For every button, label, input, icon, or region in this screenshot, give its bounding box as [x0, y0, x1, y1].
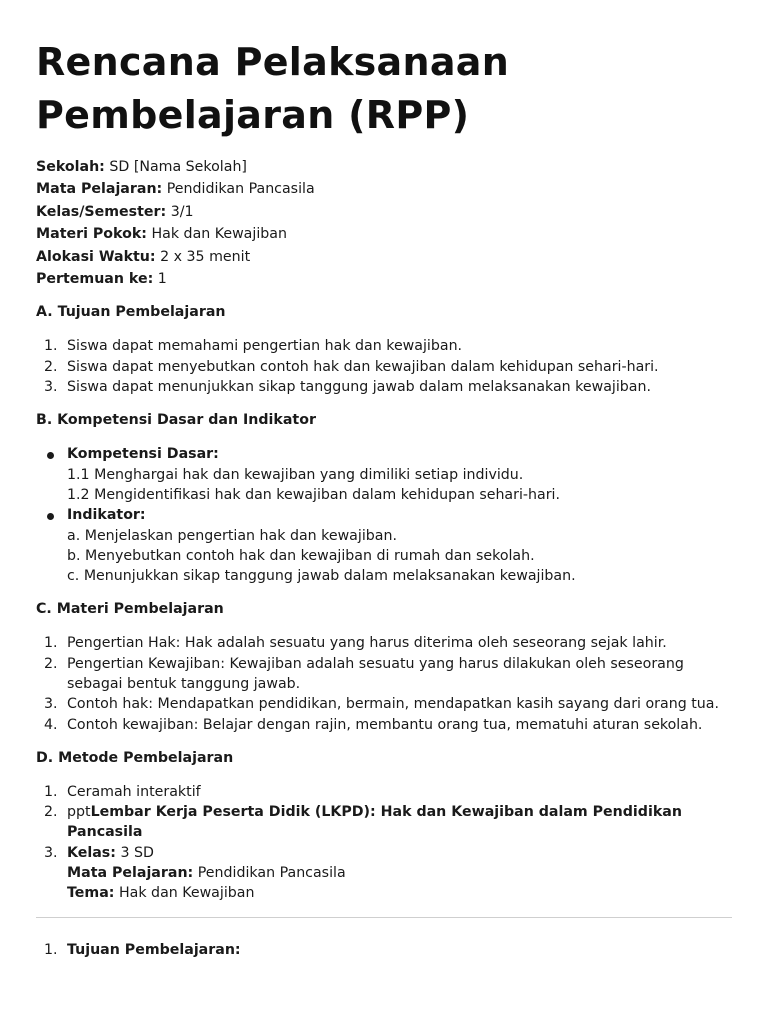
list-item: [36, 782, 732, 802]
list-item: [36, 802, 732, 843]
list-item-text: Contoh kewajiban: Belajar dengan rajin, membantu orang tua, mematuhi aturan sekolah.: [67, 716, 703, 733]
lkpd-meta-row: [67, 843, 732, 863]
lkpd-meta-value: 3 SD: [120, 844, 154, 861]
list-item: [36, 357, 732, 377]
list-number: 3.: [44, 844, 58, 861]
list-item-text: Pengertian Hak: Hak adalah sesuatu yang harus diterima oleh seseorang sejak lahir.: [67, 635, 667, 652]
meta-block: [36, 156, 732, 290]
meta-label: Sekolah:: [36, 159, 105, 175]
lkpd-meta-label: Mata Pelajaran:: [67, 865, 194, 882]
list-item: [36, 336, 732, 356]
section-heading-materi: C. Materi Pembelajaran: [36, 601, 224, 618]
list-item-text: Siswa dapat memahami pengertian hak dan kewajiban.: [67, 338, 463, 355]
meta-value: Hak dan Kewajiban: [151, 226, 287, 243]
meta-value: Pendidikan Pancasila: [166, 181, 315, 198]
meta-label: Kelas/Semester:: [36, 203, 167, 220]
lkpd-meta-label: Tema:: [67, 885, 115, 902]
lkpd-meta-value: Hak dan Kewajiban: [118, 885, 255, 902]
list-item: [36, 940, 732, 960]
list-item-prefix: ppt: [67, 804, 91, 821]
list-item: [36, 694, 732, 714]
list-number: 3.: [44, 696, 58, 713]
section-heading-metode: D. Metode Pembelajaran: [36, 749, 234, 766]
meta-label: Pertemuan ke:: [36, 271, 154, 288]
list-item: [36, 633, 732, 653]
lkpd-meta-row: [67, 863, 732, 883]
list-number: 1.: [44, 783, 58, 800]
meta-value: 2 x 35 menit: [160, 248, 251, 265]
meta-row-alokasi-waktu: [36, 246, 732, 268]
lkpd-title: Lembar Kerja Peserta Didik (LKPD): Hak dan Kewajiban dalam Pendidikan Pancasila: [67, 804, 682, 841]
meta-value: 1: [157, 271, 167, 288]
indikator-label: Indikator:: [67, 507, 146, 524]
list-item: [36, 843, 732, 904]
kd-label: Kompetensi Dasar:: [67, 446, 219, 463]
horizontal-divider: [36, 917, 732, 918]
list-item-text: Contoh hak: Mendapatkan pendidikan, bermain, mendapatkan kasih sayang dari orang tua.: [67, 696, 719, 713]
meta-label: Mata Pelajaran:: [36, 181, 163, 198]
tujuan-list: [36, 336, 732, 397]
meta-row-sekolah: [36, 156, 732, 178]
list-item-text: Tujuan Pembelajaran:: [67, 941, 241, 958]
meta-value: 3/1: [170, 203, 194, 220]
list-item-text: Pengertian Kewajiban: Kewajiban adalah sesuatu yang harus dilakukan oleh seseorang sebagai bentuk tanggung jawab.: [67, 655, 684, 692]
list-number: 1.: [44, 635, 58, 652]
lkpd-meta-value: Pendidikan Pancasila: [197, 865, 346, 882]
list-item: [36, 715, 732, 735]
list-number: 2.: [44, 804, 58, 821]
meta-row-materi-pokok: [36, 223, 732, 245]
meta-row-mata-pelajaran: [36, 178, 732, 200]
materi-list: [36, 633, 732, 734]
document-title: Rencana Pelaksanaan Pembelajaran (RPP): [36, 40, 510, 137]
lkpd-meta-label: Kelas:: [67, 844, 116, 861]
kompetensi-list: [36, 444, 732, 586]
lkpd-meta-row: [67, 883, 732, 903]
bullet-icon: [47, 513, 54, 520]
metode-list: [36, 782, 732, 904]
list-number: 2.: [44, 655, 58, 672]
list-item: [36, 377, 732, 397]
list-number: 3.: [44, 379, 58, 396]
meta-row-kelas-semester: [36, 201, 732, 223]
list-item: [36, 654, 732, 695]
list-number: 4.: [44, 716, 58, 733]
meta-label: Materi Pokok:: [36, 226, 147, 243]
section-heading-tujuan: A. Tujuan Pembelajaran: [36, 304, 226, 321]
list-number: 1.: [44, 338, 58, 355]
list-item-text: Siswa dapat menyebutkan contoh hak dan kewajiban dalam kehidupan sehari-hari.: [67, 358, 659, 375]
list-item-kompetensi-dasar: [36, 444, 732, 505]
indikator-line: a. Menjelaskan pengertian hak dan kewajiban.: [67, 527, 397, 544]
list-item-text: Ceramah interaktif: [67, 783, 201, 800]
list-item-text: Siswa dapat menunjukkan sikap tanggung jawab dalam melaksanakan kewajiban.: [67, 379, 651, 396]
kd-line: 1.2 Mengidentifikasi hak dan kewajiban dalam kehidupan sehari-hari.: [67, 486, 560, 503]
lkpd-list: [36, 940, 732, 960]
section-heading-kompetensi: B. Kompetensi Dasar dan Indikator: [36, 412, 316, 429]
bullet-icon: [47, 452, 54, 459]
list-number: 1.: [44, 941, 58, 958]
meta-value: SD [Nama Sekolah]: [109, 159, 247, 175]
kd-line: 1.1 Menghargai hak dan kewajiban yang dimiliki setiap individu.: [67, 466, 524, 483]
indikator-line: b. Menyebutkan contoh hak dan kewajiban di rumah dan sekolah.: [67, 547, 535, 564]
list-item-indikator: [36, 505, 732, 586]
meta-row-pertemuan: [36, 268, 732, 290]
indikator-line: c. Menunjukkan sikap tanggung jawab dalam melaksanakan kewajiban.: [67, 568, 576, 585]
meta-label: Alokasi Waktu:: [36, 248, 156, 265]
list-number: 2.: [44, 358, 58, 375]
